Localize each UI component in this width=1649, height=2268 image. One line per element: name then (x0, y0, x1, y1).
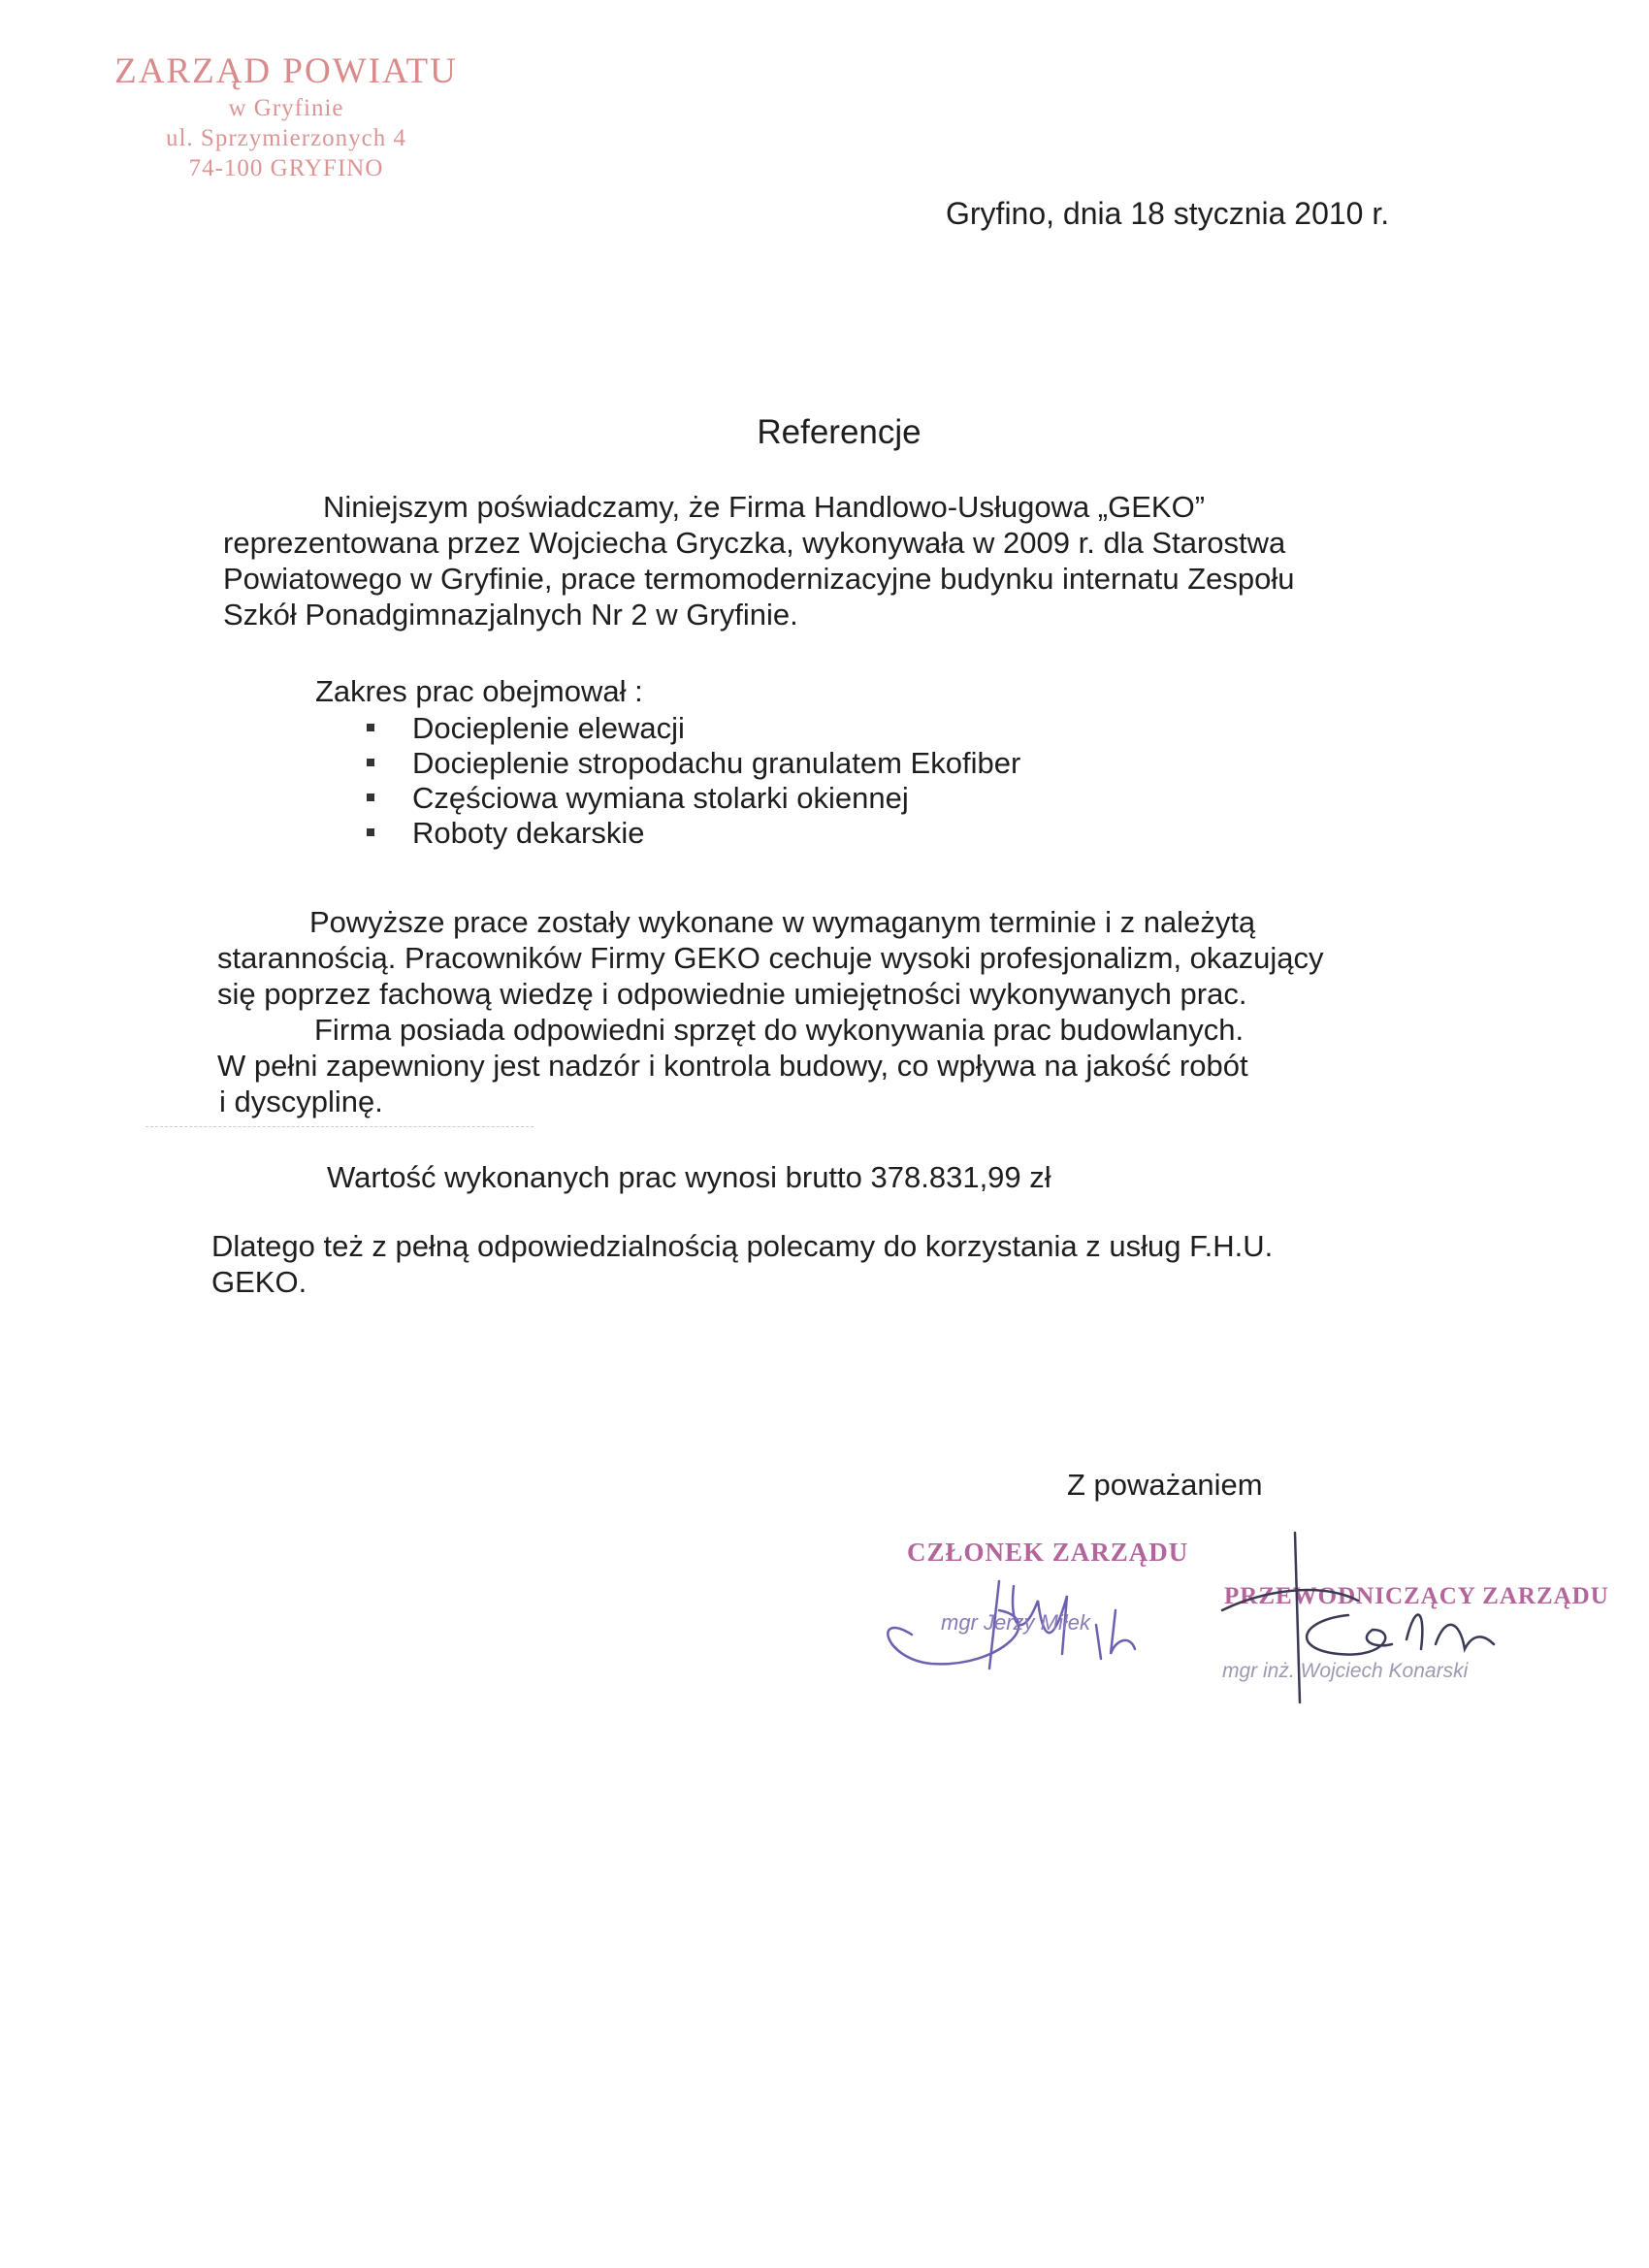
contract-value: Wartość wykonanych prac wynosi brutto 378.831,99 zł (327, 1160, 1051, 1194)
intro-line: reprezentowana przez Wojciecha Gryczka, wykonywała w 2009 r. dla Starostwa (223, 526, 1286, 560)
scope-label: Zakres prac obejmował : (315, 674, 643, 708)
scope-list (364, 710, 1020, 850)
assessment-line: Powyższe prace zostały wykonane w wymaganym terminie i z należytą (309, 905, 1256, 939)
assessment-paragraph (217, 904, 1420, 1119)
list-item (364, 780, 1020, 815)
scope-item: Częściowa wymiana stolarki okiennej (412, 781, 909, 815)
assessment-line: W pełni zapewniony jest nadzór i kontrola budowy, co wpływa na jakość robót (217, 1049, 1248, 1083)
signatory-1-title: CZŁONEK ZARZĄDU (907, 1538, 1189, 1567)
intro-line: Niniejszym poświadczamy, że Firma Handlowo-Usługowa „GEKO” (323, 490, 1206, 524)
intro-paragraph (223, 489, 1426, 632)
scope-item: Roboty dekarskie (412, 816, 645, 850)
stamp-line-1: w Gryfinie (228, 95, 344, 121)
bullet-icon (367, 759, 374, 766)
bullet-icon (367, 828, 374, 836)
stamp-line-3: 74-100 GRYFINO (188, 155, 384, 181)
bullet-icon (367, 794, 374, 801)
assessment-line: Firma posiada odpowiedni sprzęt do wykonywania prac budowlanych. (314, 1013, 1245, 1047)
list-item (364, 745, 1020, 780)
signatory-2-title: PRZEWODNICZĄCY ZARZĄDU (1224, 1583, 1609, 1609)
signatory-2-name: mgr inż. Wojciech Konarski (1222, 1660, 1469, 1682)
letter-date: Gryfino, dnia 18 stycznia 2010 r. (946, 196, 1390, 231)
recommendation-line: GEKO. (211, 1265, 307, 1299)
intro-line: Szkół Ponadgimnazjalnych Nr 2 w Gryfinie. (223, 598, 798, 632)
letter-title: Referencje (757, 413, 922, 451)
scope-item: Docieplenie stropodachu granulatem Ekofiber (412, 746, 1021, 780)
recommendation-line: Dlatego też z pełną odpowiedzialnością polecamy do korzystania z usług F.H.U. (211, 1229, 1274, 1263)
closing-phrase: Z poważaniem (1067, 1468, 1263, 1502)
divider (146, 1126, 534, 1127)
list-item (364, 710, 1020, 745)
office-stamp (92, 50, 480, 183)
assessment-line: i dyscyplinę. (219, 1085, 383, 1118)
assessment-line: starannością. Pracowników Firmy GEKO cechuje wysoki profesjonalizm, okazujący (217, 941, 1324, 975)
stamp-line-2: ul. Sprzymierzonych 4 (165, 125, 407, 151)
list-item (364, 815, 1020, 850)
assessment-line: się poprzez fachową wiedzę i odpowiednie umiejętności wykonywanych prac. (217, 977, 1247, 1011)
intro-line: Powiatowego w Gryfinie, prace termomodernizacyjne budynku internatu Zespołu (223, 562, 1295, 596)
bullet-icon (367, 724, 374, 731)
scope-item: Docieplenie elewacji (412, 711, 685, 745)
signatory-1-name: mgr Jerzy Miłek (941, 1610, 1091, 1635)
recommendation-paragraph (211, 1228, 1414, 1300)
stamp-title: ZARZĄD POWIATU (114, 51, 458, 91)
